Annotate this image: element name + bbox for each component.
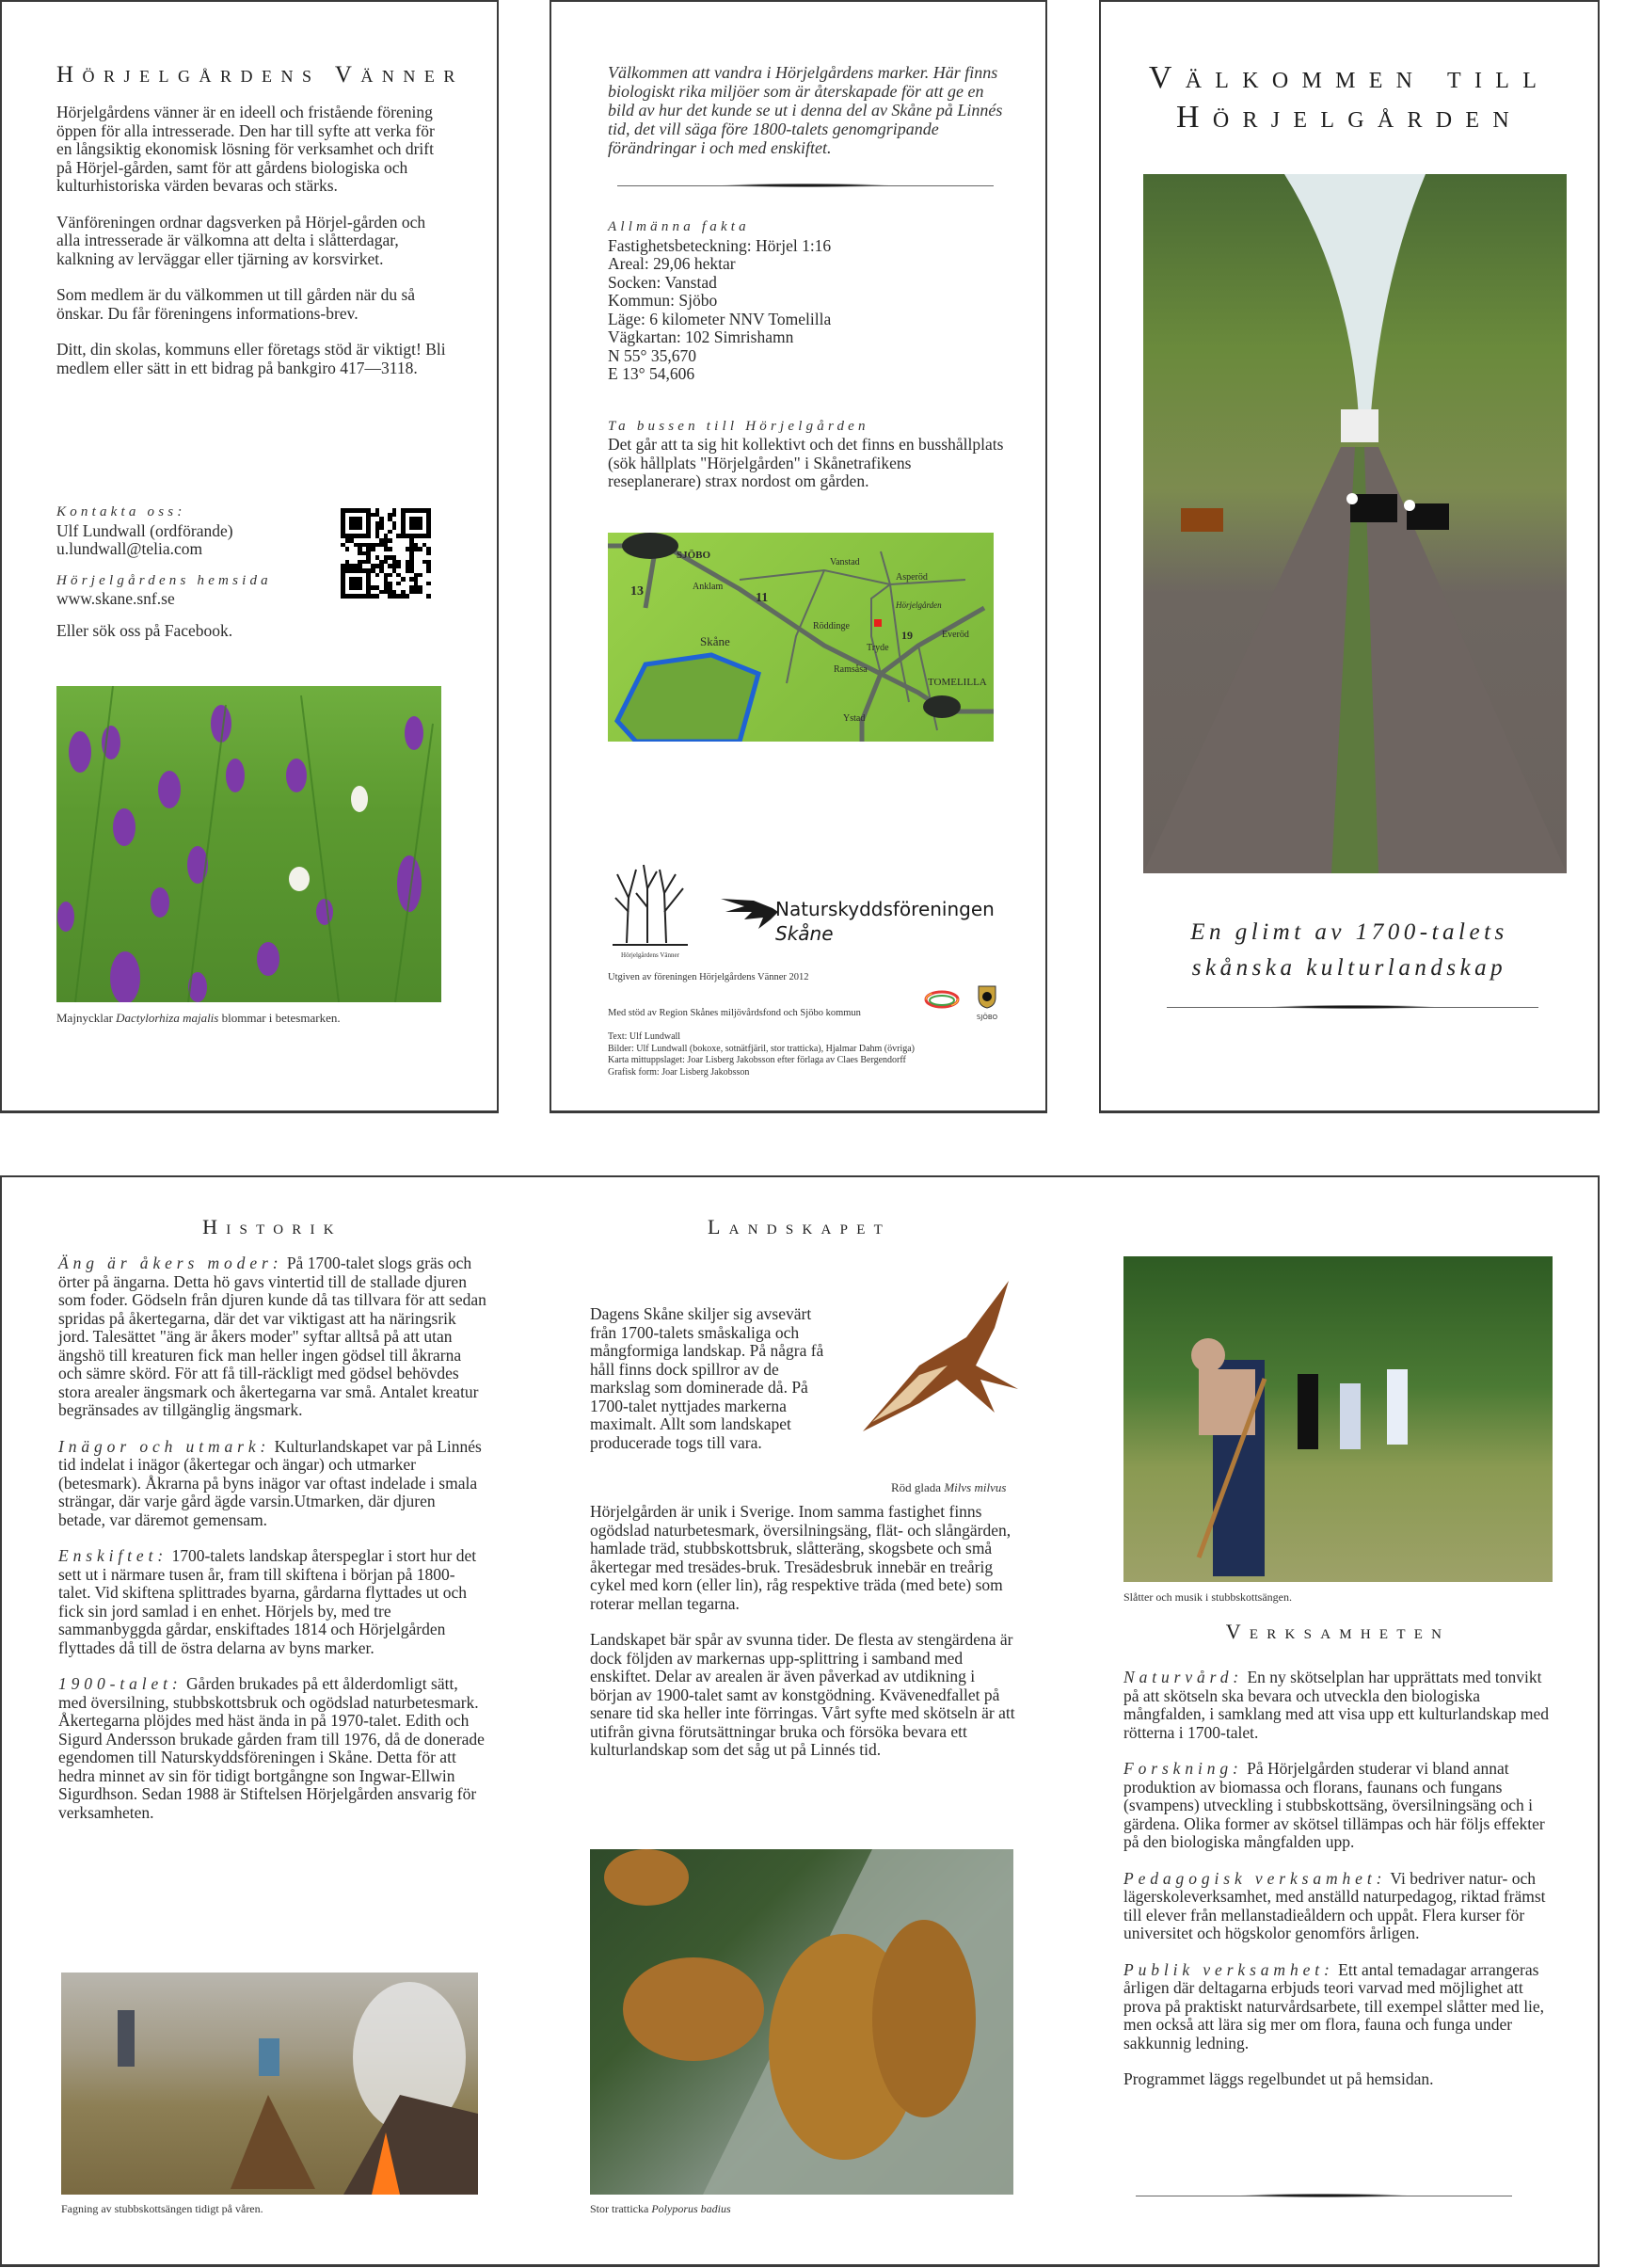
fire-illustration	[61, 1973, 478, 2195]
tomelilla-town	[923, 695, 961, 718]
snf-name: Naturskyddsföreningen	[775, 898, 995, 920]
caption-latin: Polyporus badius	[651, 2202, 731, 2215]
bus-label: Ta bussen till Hörjelgården	[608, 418, 869, 434]
fungus-illustration	[590, 1849, 1013, 2195]
section-text: På Hörjelgården studerar vi bland annat produktion av biomassa och florans, faunans och fungans (svampens) utveckling i stubbskottsäng, översilningsäng och i gärdena. Olika former av skötsel tillämpas och här följs effekter på den biologiska mångfalden upp.	[1123, 1759, 1545, 1851]
scything-illustration	[1123, 1256, 1553, 1582]
contact-email[interactable]: u.lundwall@telia.com	[56, 539, 203, 558]
fact-item: Vägkartan: 102 Simrishamn	[608, 327, 794, 346]
verksamheten-section	[1123, 1870, 1556, 1943]
cover-title	[1101, 58, 1598, 137]
section-text: En ny skötselplan har upprättats med tonvikt på att skötseln ska bevara och utveckla den biologiska mångfalden, i samklang med att visa upp ett kulturlandskap med rötterna i 1700-talet.	[1123, 1668, 1549, 1742]
road-illustration	[1143, 174, 1567, 873]
historik-title: Historik	[202, 1215, 343, 1238]
cover-title-line2: Hörjelgården	[1176, 100, 1522, 135]
verksamheten-title: Verksamheten	[1225, 1620, 1451, 1643]
map-label: 13	[630, 584, 644, 599]
section-label: Forskning:	[1123, 1759, 1243, 1778]
section-label: Äng är åkers moder:	[58, 1254, 283, 1272]
fungus-photo	[590, 1849, 1013, 2195]
historik-text	[58, 1254, 486, 1840]
section-label: Naturvård:	[1123, 1668, 1244, 1686]
section-text: Gården brukades på ett ålderdomligt sätt, med översilning, stubbskottsbruk och ogödslad naturbetesmark. Åkertegarna plöjdes med häst ända in på 1970-talet. Edith och Sigurd Andersson brukade gården fram till 1976, då de donerade egendomen till Naturskyddsföreningen i Skåne. Detta för att hedra minnet av sin för tidigt bortgångne son Ingwar-Ellwin Sigurdhson. Sedan 1988 är Stiftelsen Hörjelgården ansvarig för verksamheten.	[58, 1674, 485, 1822]
cows-road-photo	[1143, 174, 1567, 873]
red-kite-caption	[891, 1480, 1006, 1495]
red-kite-photo	[853, 1271, 1023, 1441]
snf-logo	[716, 886, 998, 952]
route-map[interactable]	[608, 533, 994, 742]
friends-title: Hörjelgårdens Vänner	[56, 62, 464, 88]
map-label: Tryde	[867, 643, 889, 653]
historik-section	[58, 1438, 486, 1530]
credit-line: Text: Ulf Lundwall	[608, 1031, 681, 1042]
credit-line: Grafisk form: Joar Lisberg Jakobsson	[608, 1066, 750, 1078]
section-label: 1900-talet:	[58, 1674, 183, 1693]
cover-subtitle	[1101, 915, 1598, 986]
scything-caption: Slåtter och musik i stubbskottsängen.	[1123, 1590, 1292, 1604]
road-13	[645, 551, 655, 608]
panel-info	[550, 0, 1047, 1113]
map-label: Skåne	[700, 634, 730, 648]
verksamheten-section	[1123, 1961, 1556, 2053]
trees-logo-icon	[608, 860, 693, 947]
landskapet-text	[590, 1503, 1018, 1778]
contact-block	[56, 503, 339, 640]
contact-name: Ulf Lundwall (ordförande)	[56, 520, 233, 540]
qr-module	[426, 594, 431, 599]
credit-line: Karta mittuppslaget: Joar Lisberg Jakobsson efter förlaga av Claes Bergendorff	[608, 1055, 906, 1065]
facebook-note: Eller sök oss på Facebook.	[56, 620, 233, 640]
section-text: Ett antal temadagar arrangeras årligen där deltagarna erbjuds teori varvad med möjlighet att prova på praktiskt naturvårdsarbete, till exempel slåtter med lie, men också att lära sig mer om flora, fauna och funga under sakkunnig ledning.	[1123, 1959, 1545, 2052]
fire-photo	[61, 1973, 478, 2195]
fact-item: Kommun: Sjöbo	[608, 291, 718, 310]
scything-photo	[1123, 1256, 1553, 1582]
panel-cover	[1099, 0, 1600, 1113]
closing-text: Programmet läggs regelbundet ut på hemsidan.	[1123, 2069, 1434, 2088]
snf-region: Skåne	[775, 922, 834, 945]
sjobo-logo	[973, 984, 1001, 1022]
cover-title-line1: Välkommen till	[1148, 60, 1551, 95]
caption-latin: Dactylorhiza majalis	[116, 1011, 219, 1025]
section-label: Publik verksamhet:	[1123, 1959, 1334, 1979]
map-label: 19	[901, 629, 913, 642]
sjobo-logo-text: SJÖBO	[976, 1014, 998, 1021]
sjobo-town	[622, 533, 678, 559]
section-text: Kulturlandskapet var på Linnés tid indelat i inägor (åkertegar och ängar) och utmarker (betesmark). Åkrarna på byns inägor var oftast indelade i smala strängar, där varje gård ägde varsin.Utmarken, där djuren betade, var däremot gemensam.	[58, 1436, 482, 1529]
fact-item: Areal: 29,06 hektar	[608, 254, 736, 273]
map-label: Vanstad	[830, 557, 860, 567]
map-label: Asperöd	[896, 572, 928, 583]
historik-section	[58, 1675, 486, 1822]
fact-item: Läge: 6 kilometer NNV Tomelilla	[608, 309, 832, 328]
map-label: Anklam	[693, 582, 724, 592]
section-label: Pedagogisk verksamhet:	[1123, 1868, 1387, 1888]
landskapet-intro: Dagens Skåne skiljer sig avsevärt från 1700-talets småskaliga och mångformiga landskap. På några få håll finns dock spillror av de markslag som dominerade då. På 1700-talet nyttjades markerna maximalt. Allt som landskapet producerade togs till vara.	[590, 1304, 824, 1452]
region-skane-logo	[923, 990, 961, 1018]
orchid-photo	[56, 686, 441, 1002]
ornamental-divider	[617, 184, 994, 187]
fact-item: E 13° 54,606	[608, 364, 695, 383]
coat-of-arms-icon	[977, 984, 997, 1009]
landskapet-paragraph: Hörjelgården är unik i Sverige. Inom samma fastighet finns ogödslad naturbetesmark, översilningsäng, flät- och slångärden, hamlade träd, stubbskottsbruk, slåtteräng, skogsbete och små åkertegar med tresädes-bruk. Tresädesbruk innebär en treårig cykel med korn (eller lin), råg respektive träda (med bete) som roterar mellan tegarna.	[590, 1502, 1012, 1613]
map-label: TOMELILLA	[928, 677, 987, 688]
map-graphics	[608, 533, 994, 742]
historik-section	[58, 1254, 486, 1420]
horjelgarden-marker	[874, 619, 882, 627]
facts-block	[608, 218, 1012, 491]
friends-paragraph: Ditt, din skolas, kommuns eller företags stöd är viktigt! Bli medlem eller sätt in ett bidrag på bankgiro 417—3118.	[56, 340, 446, 377]
orchid-illustration	[56, 686, 441, 1002]
friends-paragraph: Vänföreningen ordnar dagsverken på Hörjel-gården och alla intresserade är välkomna att delta i slåtterdagar, kalkning av lerväggar eller tjärning av korsvirket.	[56, 212, 426, 268]
published-by: Utgiven av föreningen Hörjelgårdens Vänner 2012	[608, 972, 809, 982]
credit-line: Bilder: Ulf Lundwall (bokoxe, sotnätfjäril, stor tratticka), Hjalmar Dahm (övriga)	[608, 1043, 916, 1054]
historik-section	[58, 1547, 486, 1657]
friends-logo-text: Hörjelgårdens Vänner	[621, 951, 679, 959]
ring-logo-icon	[923, 990, 961, 1011]
verksamheten-section	[1123, 1669, 1556, 1742]
intro-text: Välkommen att vandra i Hörjelgårdens marker. Här finns biologiskt rika miljöer som är återskapade för att ge en bild av hur det kunde se ut i denna del av Skåne på Linnés tid, det vill säga före 1800-talets genomgripande förändringar i och med enskiftet.	[608, 63, 1003, 157]
facts-label: Allmänna fakta	[608, 219, 750, 234]
caption-latin: Milvs milvus	[944, 1480, 1007, 1494]
fire-caption: Fagning av stubbskottsängen tidigt på våren.	[61, 2202, 263, 2215]
friends-logo	[608, 860, 693, 964]
fact-item: N 55° 35,670	[608, 345, 697, 365]
map-label: Ystad	[843, 713, 866, 724]
panel-inside	[0, 1175, 1600, 2267]
skane-inset	[617, 655, 758, 742]
verksamheten-section	[1123, 1760, 1556, 1852]
caption-text: blommar i betesmarken.	[218, 1011, 341, 1025]
section-text: På 1700-talet slogs gräs och örter på ängarna. Detta hö gavs vintertid till de stallade djuren som foder. Gödseln från djuren kunde då tas tillvara för att sedan spridas på åkertegarna, där det var viktigast att ha näringsrik jord. Talesättet "äng är åkers moder" syftar alltså på att utan ängshö till kreaturen fick man heller ingen gödsel till åkrarna och sämre skörd. För att få till-räckligt med gödsel behövdes stora arealer ängsmark och åkertegarna var små. Antalet kreatur begränsades av tillgänglig ängsmark.	[58, 1254, 486, 1419]
credits	[608, 1031, 1022, 1078]
friends-paragraph: Som medlem är du välkommen ut till gården när du så önskar. Du får föreningens informations-brev.	[56, 285, 416, 323]
map-label: Everöd	[942, 630, 969, 640]
map-label: 11	[756, 591, 769, 605]
section-label: Inägor och utmark:	[58, 1436, 271, 1456]
fungus-caption	[590, 2202, 731, 2216]
friends-paragraph: Hörjelgårdens vänner är en ideell och fristående förening öppen för alla intresserade. Den har till syfte att verka för en långsiktig ekonomisk lösning för verksamhet och drift på Hörjel-gården, samt för att gårdens biologiska och kulturhistoriska värden bevaras och stärks.	[56, 103, 435, 195]
section-text: Vi bedriver natur- och lägerskoleverksamhet, med anställd naturpedagog, riktad främst till elever från mellanstadieåldern och uppåt. Flera kurser för universitet och högskolor genomförs årligen.	[1123, 1868, 1546, 1942]
cover-subtitle-line2: skånska kulturlandskap	[1191, 955, 1507, 981]
panel-friends	[0, 0, 499, 1113]
fact-item: Socken: Vanstad	[608, 272, 717, 292]
map-label: Hörjelgården	[896, 600, 942, 610]
bus-text: Det går att ta sig hit kollektivt och det finns en busshållplats (sök hållplats "Hörjelgården" i Skånetrafikens reseplanerare) strax nordost om gården.	[608, 435, 1004, 490]
support-text: Med stöd av Region Skånes miljövårdsfond och Sjöbo kommun	[608, 1008, 861, 1018]
caption-text: Majnycklar	[56, 1011, 117, 1025]
website-link[interactable]: www.skane.snf.se	[56, 589, 175, 608]
landskapet-paragraph: Landskapet bär spår av svunna tider. De flesta av stengärdena är dock följden av markernas upp-splittring i samband med enskiftet. Delar av arealen är även påverkad av utdikning i början av 1900-talet samt av konstgödning. Kvävenedfallet på senare tid ska heller inte förringas. Vårt syfte med skötseln är att utifrån givna förutsättningar bruka och försöka bevara ett kulturlandskap som det såg ut på Linnés tid.	[590, 1630, 1015, 1759]
website-label: Hörjelgårdens hemsida	[56, 572, 272, 588]
qr-code[interactable]	[341, 508, 431, 599]
orchid-caption	[56, 1011, 341, 1026]
ornamental-divider	[1136, 2194, 1512, 2197]
fact-item: Fastighetsbeteckning: Hörjel 1:16	[608, 235, 832, 255]
map-label: Ramsåsa	[834, 664, 868, 675]
caption-text: Röd glada	[891, 1480, 945, 1494]
road-19	[862, 608, 984, 742]
section-text: 1700-talets landskap återspeglar i stort hur det sett ut i närmare tusen år, fram till skiftena i början på 1800-talet. Vid skiftena splittrades byarna, gårdarna flyttades ut och fick sin jord samlad i en enhet. Hörjels by, med tre sammanbyggda gårdar, enskiftades 1814 och Hörjelgården flyttades då till de östra delarna av byns marker.	[58, 1546, 477, 1657]
cover-subtitle-line1: En glimt av 1700-talets	[1190, 919, 1508, 945]
friends-text	[56, 104, 452, 395]
ornamental-divider	[1167, 1005, 1538, 1009]
map-label: Röddinge	[813, 621, 850, 631]
caption-text: Stor tratticka	[590, 2202, 652, 2215]
bird-logo-icon	[716, 891, 782, 934]
map-label: SJÖBO	[677, 550, 711, 561]
bird-illustration	[853, 1271, 1023, 1441]
verksamheten-text	[1123, 1669, 1556, 2107]
landskapet-title: Landskapet	[707, 1215, 891, 1238]
contact-label: Kontakta oss:	[56, 504, 186, 519]
section-label: Enskiftet:	[58, 1546, 168, 1565]
